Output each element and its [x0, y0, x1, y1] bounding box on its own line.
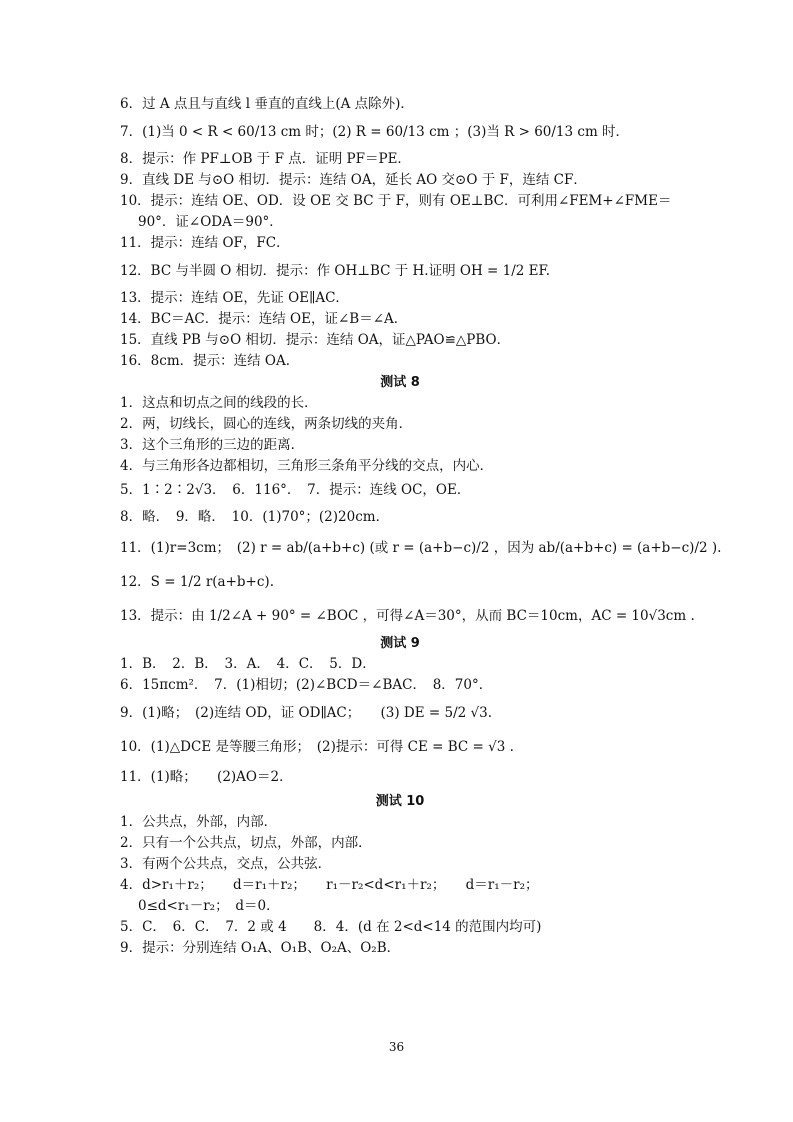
- answer-line: 1．公共点，外部，内部．: [120, 814, 278, 830]
- answer-line: 15．直线 PB 与⊙O 相切．提示：连结 OA，证△PAO≌△PBO．: [120, 332, 511, 348]
- answer-line: 12．BC 与半圆 O 相切．提示：作 OH⊥BC 于 H.证明 OH = 1/2 EF.: [120, 263, 551, 279]
- answer-line: 10．提示：连结 OE、OD．设 OE 交 BC 于 F，则有 OE⊥BC．可利用∠FEM+∠FME＝: [120, 193, 672, 209]
- answer-line: 10．(1)△DCE 是等腰三角形； (2)提示：可得 CE = BC = √3 .: [120, 739, 514, 755]
- answer-line: 3．有两个公共点，交点，公共弦．: [120, 856, 332, 872]
- answer-line: 6．15πcm²． 7．(1)相切；(2)∠BCD＝∠BAC． 8．70°．: [120, 677, 493, 693]
- answer-line: 13．提示：连结 OE，先证 OE∥AC．: [120, 290, 349, 306]
- answer-line: 90°．证∠ODA＝90°．: [138, 214, 283, 230]
- section-heading-test10: 测试 10: [375, 794, 425, 809]
- page-number: 36: [388, 1040, 405, 1054]
- answer-line: 13．提示：由 1/2∠A + 90° = ∠BOC ，可得∠A＝30°，从而 BC＝10cm，AC = 10√3cm .: [120, 608, 695, 624]
- answer-line: 2．只有一个公共点，切点，外部，内部．: [120, 835, 372, 851]
- answer-line: 8．提示：作 PF⊥OB 于 F 点．证明 PF＝PE．: [120, 151, 411, 167]
- answer-line: 5．1∶2∶2√3． 6．116°． 7．提示：连线 OC，OE．: [120, 482, 471, 498]
- answer-line: 9．直线 DE 与⊙O 相切．提示：连结 OA，延长 AO 交⊙O 于 F，连结 CF．: [120, 172, 587, 188]
- section-heading-test8: 测试 8: [380, 375, 420, 390]
- answer-line: 14．BC＝AC．提示：连结 OE，证∠B＝∠A．: [120, 311, 408, 327]
- answer-line: 11．(1)略； (2)AO＝2．: [120, 769, 293, 785]
- answer-line: 4．d>r₁＋r₂； d＝r₁＋r₂； r₁－r₂<d<r₁＋r₂； d＝r₁－r₂；: [120, 877, 539, 893]
- answer-content: [120, 94, 722, 959]
- answer-line: 9．(1)略； (2)连结 OD，证 OD∥AC； (3) DE = 5/2 √3.: [120, 705, 493, 721]
- answer-line: 16．8cm．提示：连结 OA．: [120, 353, 300, 369]
- answer-line: 0≤d<r₁－r₂； d＝0．: [138, 898, 280, 914]
- answer-line: 3．这个三角形的三边的距离．: [120, 437, 305, 453]
- answer-line: 11．提示：连结 OF，FC．: [120, 235, 290, 251]
- answer-line: 4．与三角形各边都相切，三角形三条角平分线的交点，内心．: [120, 458, 494, 474]
- answer-line: 8．略． 9．略． 10．(1)70°；(2)20cm．: [120, 509, 390, 525]
- answer-line: 2．两，切线长，圆心的连线，两条切线的夹角．: [120, 416, 413, 432]
- answer-line: 12．S = 1/2 r(a+b+c).: [120, 574, 274, 590]
- answer-line: 6．过 A 点且与直线 l 垂直的直线上(A 点除外)．: [120, 96, 414, 112]
- answer-line: 5．C． 6．C． 7．2 或 4 8．4．(d 在 2<d<14 的范围内均可): [120, 919, 542, 935]
- answer-line: 7．(1)当 0 < R < 60/13 cm 时；(2) R = 60/13 cm ；(3)当 R > 60/13 cm 时．: [120, 124, 630, 140]
- answer-line: 9．提示：分别连结 O₁A、O₁B、O₂A、O₂B．: [120, 940, 401, 956]
- answer-line: 1．B． 2．B． 3．A． 4．C． 5．D．: [120, 656, 376, 672]
- section-heading-test9: 测试 9: [380, 636, 420, 651]
- answer-line: 11．(1)r=3cm； (2) r = ab/(a+b+c) (或 r = (a+b−c)/2 ，因为 ab/(a+b+c) = (a+b−c)/2 ).: [120, 540, 722, 556]
- answer-line: 1．这点和切点之间的线段的长．: [120, 395, 318, 411]
